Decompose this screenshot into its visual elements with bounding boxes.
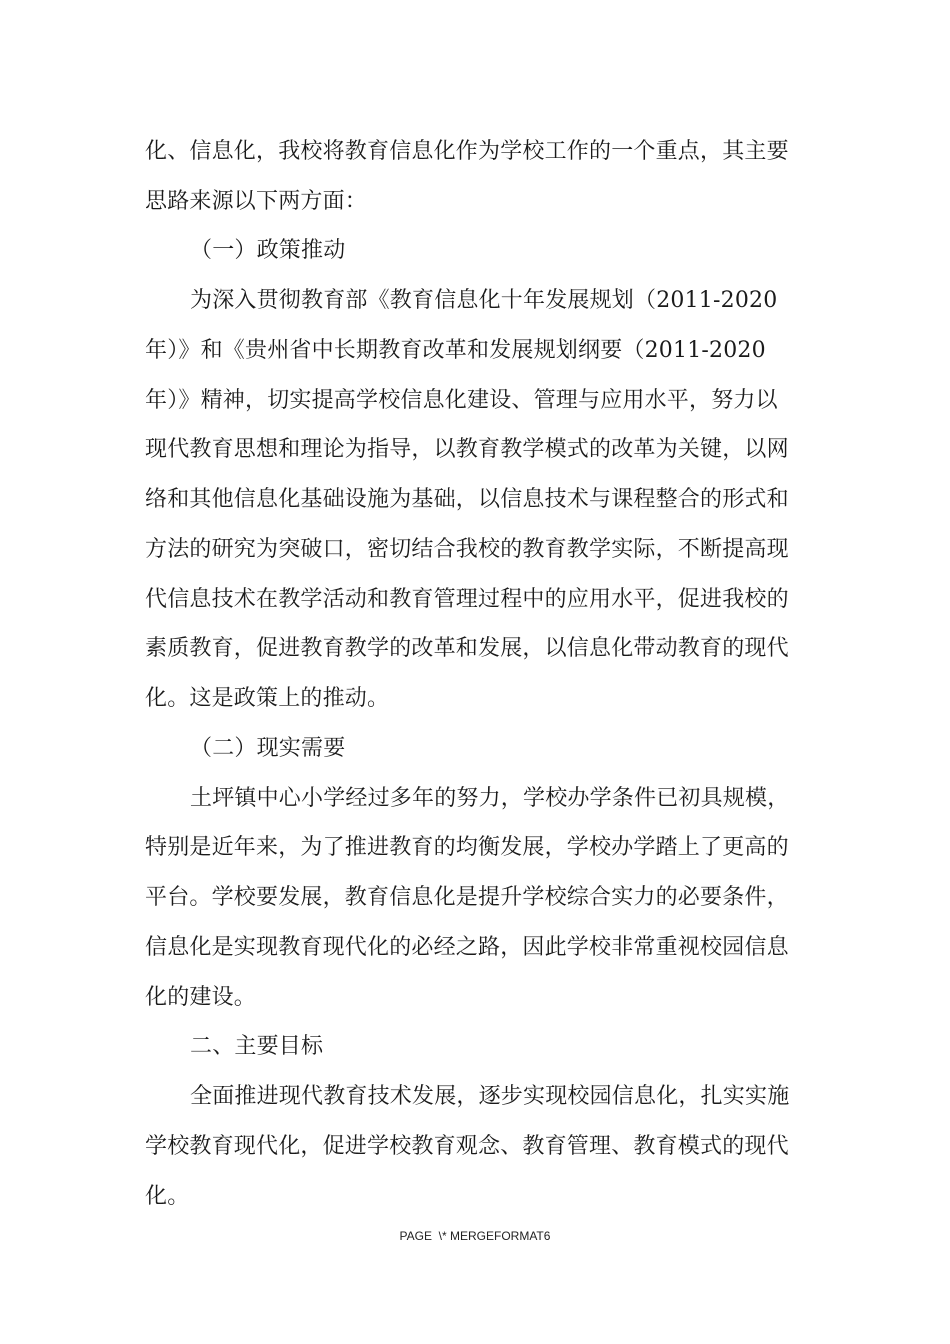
body-text-line: 年）》和《贵州省中长期教育改革和发展规划纲要（2011-2020 [145, 338, 766, 363]
body-text-line: 素质教育，促进教育教学的改革和发展，以信息化带动教育的现代 [145, 636, 789, 661]
body-text-line: 土坪镇中心小学经过多年的努力，学校办学条件已初具规模， [190, 786, 790, 811]
section-heading-goals: 二、主要目标 [190, 1034, 324, 1059]
body-text-line: 全面推进现代教育技术发展，逐步实现校园信息化，扎实实施 [190, 1084, 790, 1109]
body-text-line: 现代教育思想和理论为指导，以教育教学模式的改革为关键，以网 [145, 437, 789, 462]
body-text-line: 平台。学校要发展，教育信息化是提升学校综合实力的必要条件， [145, 885, 789, 910]
body-text-line: 信息化是实现教育现代化的必经之路，因此学校非常重视校园信息 [145, 935, 789, 960]
body-text-line: 为深入贯彻教育部《教育信息化十年发展规划（2011-2020 [190, 288, 778, 313]
body-text-line: 方法的研究为突破口，密切结合我校的教育教学实际，不断提高现 [145, 537, 789, 562]
page-footer: PAGE \* MERGEFORMAT6 [399, 1229, 551, 1243]
body-text-line: 学校教育现代化，促进学校教育观念、教育管理、教育模式的现代 [145, 1134, 789, 1159]
body-text-line: 特别是近年来，为了推进教育的均衡发展，学校办学踏上了更高的 [145, 835, 789, 860]
section-heading-policy: （一）政策推动 [190, 238, 346, 263]
section-heading-needs: （二）现实需要 [190, 736, 346, 761]
body-text-line: 化的建设。 [145, 985, 257, 1010]
body-text-line: 思路来源以下两方面： [145, 189, 368, 214]
body-text-line: 年）》精神，切实提高学校信息化建设、管理与应用水平，努力以 [145, 388, 778, 413]
body-text-line: 络和其他信息化基础设施为基础，以信息技术与课程整合的形式和 [145, 487, 789, 512]
body-text-line: 化、信息化，我校将教育信息化作为学校工作的一个重点，其主要 [145, 139, 789, 164]
body-text-line: 化。这是政策上的推动。 [145, 686, 390, 711]
body-text-line: 代信息技术在教学活动和教育管理过程中的应用水平，促进我校的 [145, 587, 789, 612]
body-text-line: 化。 [145, 1184, 190, 1209]
